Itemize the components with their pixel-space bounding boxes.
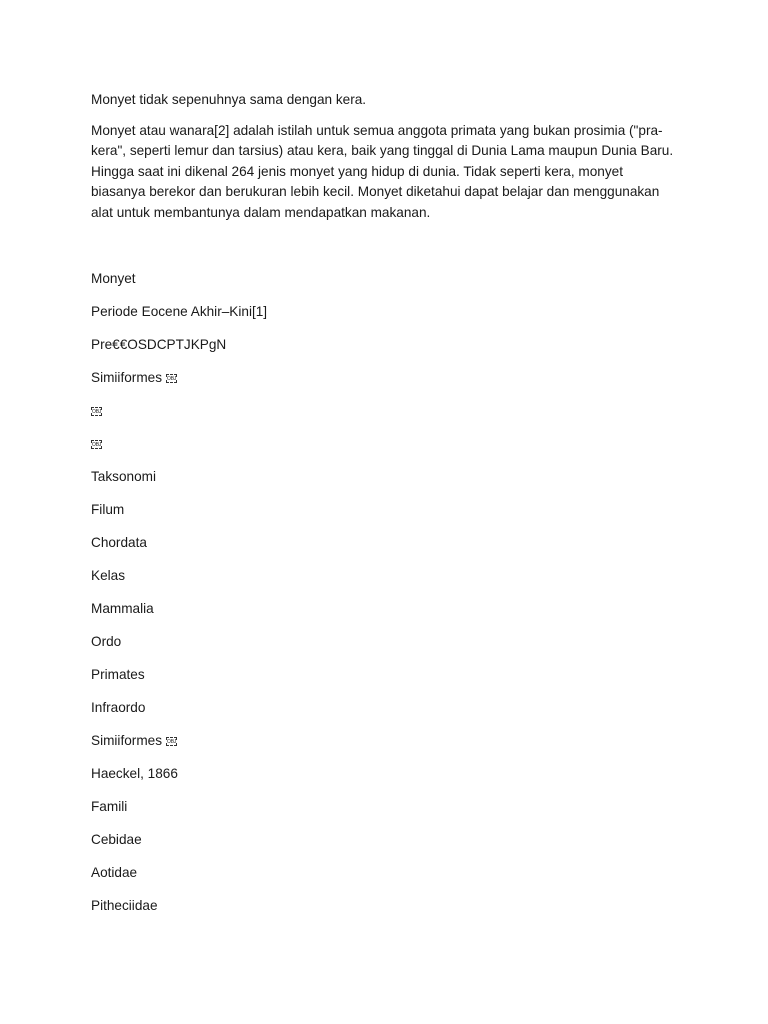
line-text: Taksonomi	[91, 469, 156, 484]
lead-paragraph: Monyet tidak sepenuhnya sama dengan kera.	[91, 92, 367, 107]
list-item	[91, 533, 681, 566]
document-body	[91, 90, 681, 224]
list-item	[91, 731, 681, 764]
list-item	[91, 599, 681, 632]
list-item	[91, 269, 681, 302]
line-text: Aotidae	[91, 865, 138, 880]
line-text: Ordo	[91, 634, 122, 649]
line-text: Kelas	[91, 568, 126, 583]
taxonomy-list	[91, 269, 681, 929]
intro-paragraph: Monyet atau wanara[2] adalah istilah untuk semua anggota primata yang bukan prosimia ("pra-kera", seperti lemur dan tarsius) atau kera, baik yang tinggal di Dunia Lama maupun Dunia Baru. Hingga saat ini dikenal 264 jenis monyet yang hidup di dunia. Tidak seperti kera, monyet biasanya berekor dan berukuran lebih kecil. Monyet diketahui dapat belajar dan menggunakan alat untuk membantunya dalam mendapatkan makanan.	[91, 122, 674, 220]
line-text: Chordata	[91, 535, 147, 550]
list-item	[91, 830, 681, 863]
line-text: Haeckel, 1866	[91, 766, 178, 781]
list-item	[91, 368, 681, 401]
list-item	[91, 797, 681, 830]
line-text: Monyet	[91, 271, 136, 286]
line-text: Simiiformes	[91, 733, 162, 748]
list-item	[91, 896, 681, 929]
list-item	[91, 566, 681, 599]
line-text: Filum	[91, 502, 125, 517]
line-text: Pre€€OSDCPTJKPgN	[91, 337, 227, 352]
list-item	[91, 665, 681, 698]
object-placeholder-icon: OBJ	[167, 738, 177, 745]
line-text: Mammalia	[91, 601, 154, 616]
line-text: Primates	[91, 667, 145, 682]
object-placeholder-icon: OBJ	[92, 408, 102, 415]
object-placeholder-icon: OBJ	[92, 441, 102, 448]
line-text: Infraordo	[91, 700, 146, 715]
line-text: Pitheciidae	[91, 898, 158, 913]
list-item	[91, 500, 681, 533]
list-item	[91, 764, 681, 797]
list-item	[91, 632, 681, 665]
line-text: Cebidae	[91, 832, 142, 847]
list-item	[91, 467, 681, 500]
line-text: Famili	[91, 799, 128, 814]
list-item	[91, 302, 681, 335]
object-placeholder-icon: OBJ	[167, 375, 177, 382]
line-text: Simiiformes	[91, 370, 162, 385]
list-item	[91, 401, 681, 434]
list-item	[91, 863, 681, 896]
list-item	[91, 698, 681, 731]
list-item	[91, 335, 681, 368]
line-text: Periode Eocene Akhir–Kini[1]	[91, 304, 268, 319]
list-item	[91, 434, 681, 467]
